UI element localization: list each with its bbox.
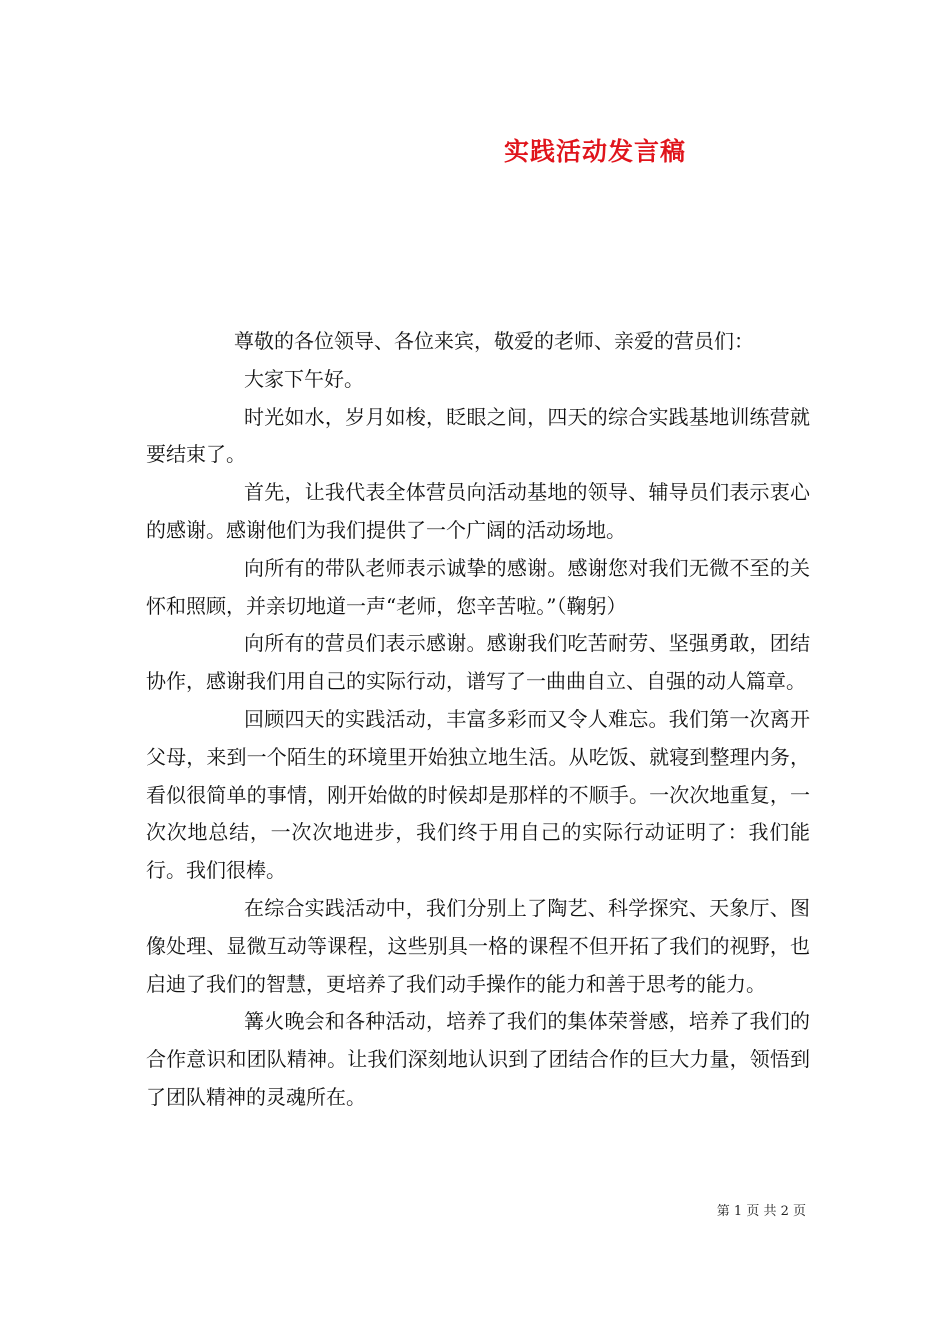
document-title: 实践活动发言稿 bbox=[503, 137, 686, 166]
page-number: 第 1 页 共 2 页 bbox=[716, 1204, 806, 1219]
paragraph: 回顾四天的实践活动，丰富多彩而又令人难忘。我们第一次离开父母，来到一个陌生的环境里开始独立地生活。从吃饭、就寝到整理内务，看似很简单的事情，刚开始做的时候却是那样的不顺手。一次次地重复，一次次地总结，一次次地进步，我们终于用自己的实际行动证明了：我们能行。我们很棒。 bbox=[146, 706, 810, 883]
paragraph: 向所有的带队老师表示诚挚的感谢。感谢您对我们无微不至的关怀和照顾，并亲切地道一声“老师，您辛苦啦。”（鞠躬） bbox=[146, 555, 810, 618]
greeting: 大家下午好。 bbox=[244, 366, 364, 391]
paragraph: 首先，让我代表全体营员向活动基地的领导、辅导员们表示衷心的感谢。感谢他们为我们提供了一个广阔的活动场地。 bbox=[146, 480, 810, 542]
salutation: 尊敬的各位领导、各位来宾，敬爱的老师、亲爱的营员们： bbox=[234, 329, 754, 353]
paragraph: 在综合实践活动中，我们分别上了陶艺、科学探究、天象厅、图像处理、显微互动等课程，这些别具一格的课程不但开拓了我们的视野，也启迪了我们的智慧，更培养了我们动手操作的能力和善于思考的能力。 bbox=[146, 895, 810, 996]
paragraph: 时光如水，岁月如梭，眨眼之间，四天的综合实践基地训练营就要结束了。 bbox=[146, 404, 810, 467]
paragraph: 篝火晚会和各种活动，培养了我们的集体荣誉感，培养了我们的合作意识和团队精神。让我们深刻地认识到了团结合作的巨大力量，领悟到了团队精神的灵魂所在。 bbox=[146, 1009, 810, 1109]
document-body bbox=[146, 323, 810, 1117]
paragraph: 向所有的营员们表示感谢。感谢我们吃苦耐劳、坚强勇敢，团结协作，感谢我们用自己的实际行动，谱写了一曲曲自立、自强的动人篇章。 bbox=[146, 631, 810, 694]
